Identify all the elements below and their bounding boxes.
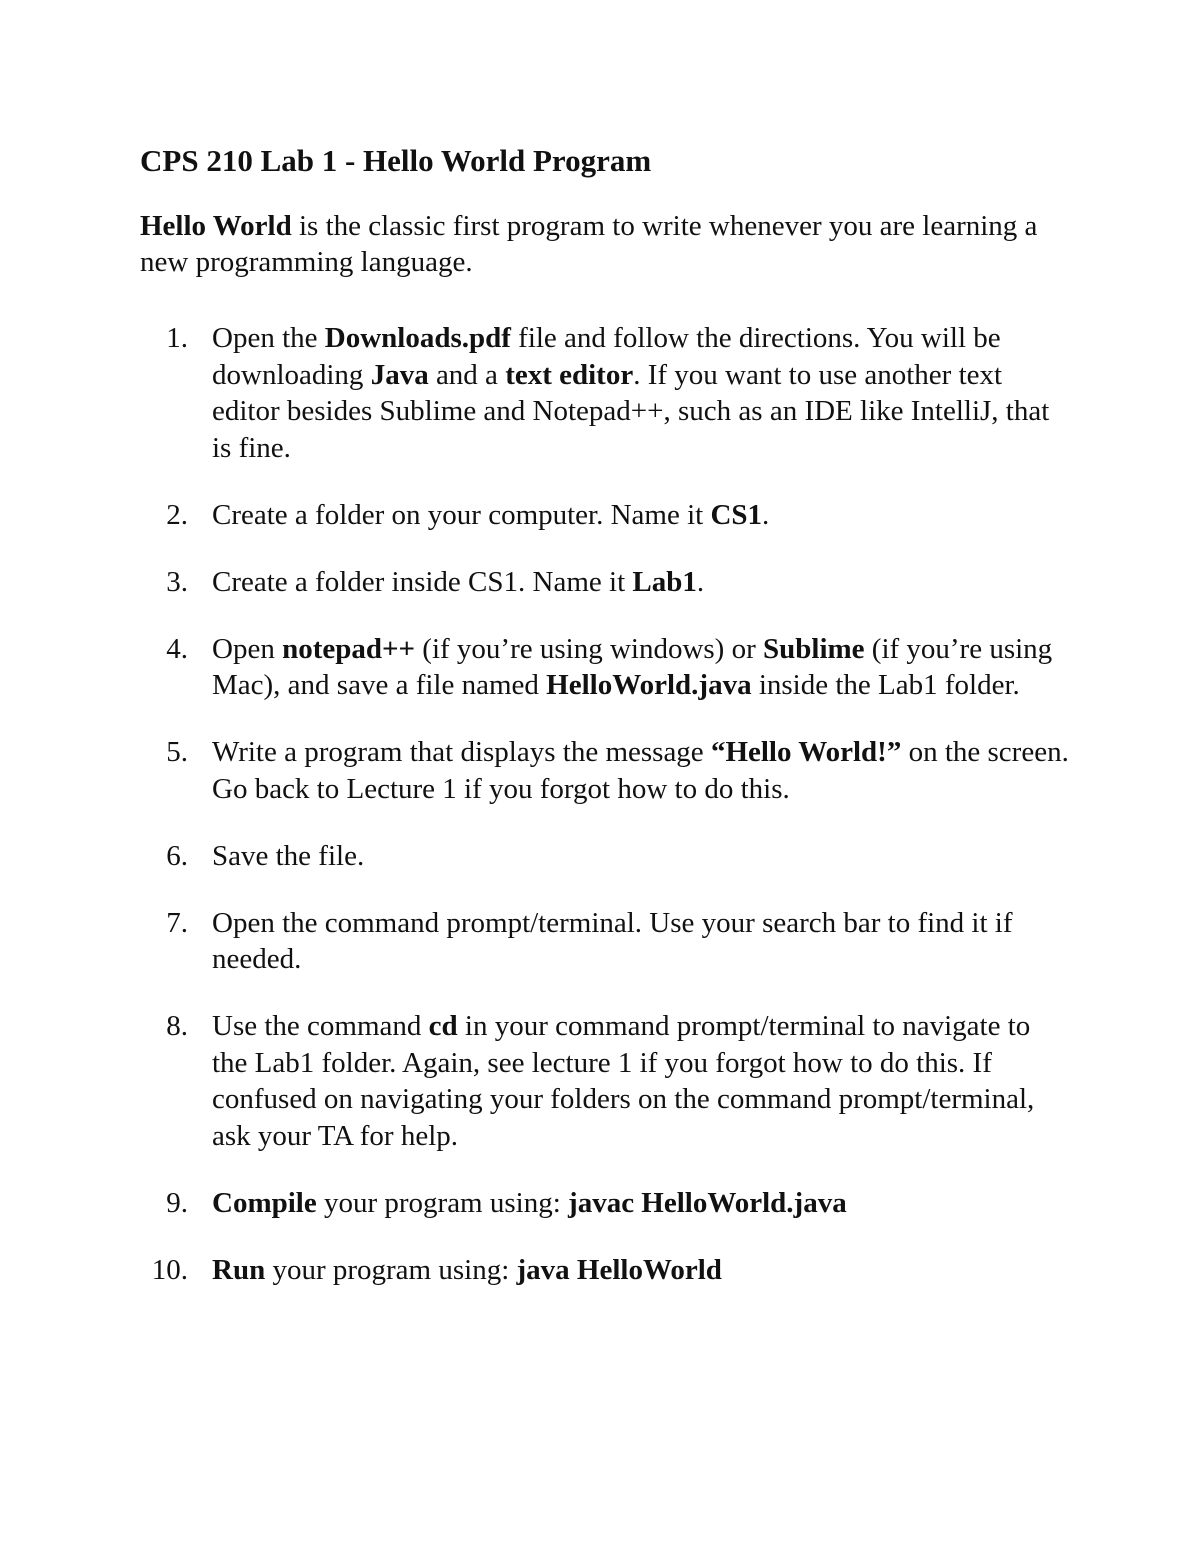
step-plain-text: Create a folder inside CS1. Name it — [212, 565, 633, 598]
step-number: 10. — [151, 1253, 188, 1286]
step-text — [212, 840, 364, 872]
step-plain-text: Open the command prompt/terminal. Use your search bar to find it if needed. — [212, 906, 1013, 975]
step-bold-text: Lab1 — [632, 565, 697, 598]
step-number: 9. — [166, 1186, 188, 1219]
list-item-step-10 — [140, 1252, 1070, 1289]
step-plain-text: Open — [212, 632, 283, 665]
step-bold-text: HelloWorld.java — [546, 669, 752, 701]
step-number: 4. — [166, 632, 188, 665]
step-bold-text: Sublime — [763, 632, 865, 665]
list-item-step-6 — [140, 838, 1070, 875]
step-text — [212, 1187, 847, 1219]
step-number: 2. — [166, 498, 188, 531]
step-plain-text: . — [696, 565, 705, 598]
step-number: 6. — [166, 839, 188, 872]
step-bold-text: notepad++ — [282, 632, 416, 665]
step-text — [212, 633, 1052, 702]
list-item-step-8 — [140, 1008, 1070, 1154]
step-text — [212, 322, 1049, 464]
step-bold-text: “Hello World!” — [710, 736, 902, 768]
step-plain-text: in your command prompt/terminal to navigate to the Lab1 folder. Again, see lecture 1 if you forgot how to do this. If confused on navigating your folders on the command prompt/terminal, ask your TA for help. — [212, 1010, 1035, 1152]
list-item-step-3 — [140, 564, 1070, 601]
step-bold-text: text editor — [505, 358, 634, 391]
intro-text: is the classic first program to write whenever you are learning a new programming language. — [140, 210, 1038, 278]
list-item-step-1 — [140, 320, 1070, 466]
list-item-step-4 — [140, 631, 1070, 704]
step-text — [212, 566, 704, 598]
step-plain-text: and a — [428, 358, 506, 391]
step-plain-text: on the screen. Go back to Lecture 1 if you forgot how to do this. — [212, 736, 1069, 805]
step-bold-text: Run — [212, 1253, 266, 1286]
step-plain-text: (if you’re using windows) or — [415, 632, 763, 665]
step-plain-text: Open the — [212, 322, 325, 354]
step-plain-text: (if you’re using Mac), and save a file named — [212, 632, 1053, 701]
step-plain-text: Write a program that displays the message — [212, 736, 711, 768]
step-plain-text: your program using: — [316, 1186, 569, 1219]
step-bold-text: Downloads.pdf — [324, 322, 511, 354]
step-plain-text: file and follow the directions. You will be downloading — [212, 322, 1001, 391]
step-bold-text: CS1 — [710, 498, 763, 531]
step-plain-text: your program using: — [265, 1253, 517, 1286]
step-bold-text: Compile — [212, 1186, 317, 1219]
step-bold-text: java HelloWorld — [516, 1253, 722, 1286]
step-text — [212, 1254, 722, 1286]
step-bold-text: javac HelloWorld.java — [568, 1186, 847, 1219]
list-item-step-7 — [140, 905, 1070, 978]
step-number: 5. — [166, 736, 188, 768]
instruction-list — [140, 320, 1070, 1319]
list-item-step-2 — [140, 497, 1070, 534]
step-bold-text: Java — [370, 358, 429, 391]
step-plain-text: Use the command — [212, 1010, 429, 1042]
step-number: 8. — [166, 1010, 188, 1042]
intro-paragraph — [140, 208, 1070, 280]
list-item-step-9 — [140, 1185, 1070, 1222]
step-number: 3. — [166, 565, 188, 598]
step-plain-text: Save the file. — [212, 839, 365, 872]
step-text — [212, 499, 769, 531]
step-text — [212, 1010, 1034, 1152]
step-plain-text: inside the Lab1 folder. — [751, 669, 1020, 701]
step-plain-text: Create a folder on your computer. Name it — [212, 498, 711, 531]
step-text — [212, 736, 1069, 805]
step-plain-text: . If you want to use another text editor besides Sublime and Notepad++, such as an IDE like IntelliJ, that is fine. — [212, 358, 1050, 464]
step-plain-text: . — [762, 498, 770, 531]
step-text — [212, 907, 1013, 976]
step-number: 7. — [166, 906, 188, 939]
step-number: 1. — [166, 322, 188, 354]
intro-bold-term: Hello World — [140, 210, 292, 242]
document-title: CPS 210 Lab 1 - Hello World Program — [140, 143, 652, 178]
list-item-step-5 — [140, 734, 1070, 807]
step-bold-text: cd — [428, 1010, 458, 1042]
